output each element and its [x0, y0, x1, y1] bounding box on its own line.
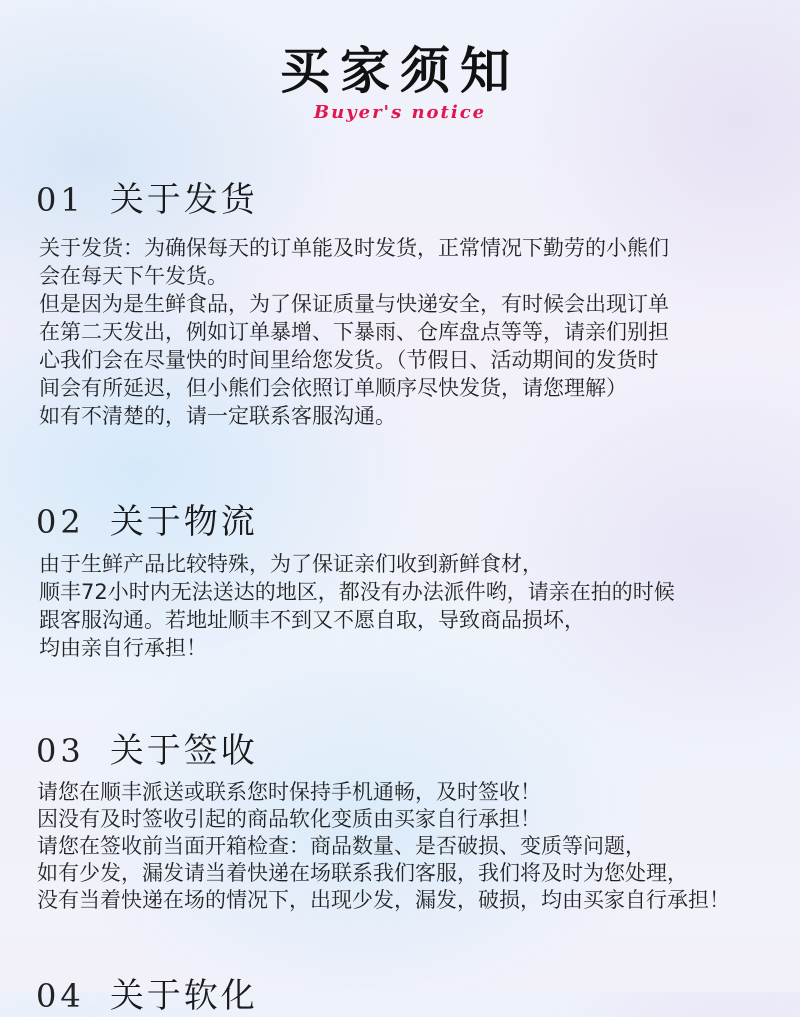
section-heading: [36, 723, 258, 772]
text-line: 如有少发，漏发请当着快递在场联系我们客服，我们将及时为您处理，: [37, 861, 688, 885]
text-line: 关于发货：为确保每天的订单能及时发货，正常情况下勤劳的小熊们: [39, 236, 669, 260]
section-number: 04: [36, 977, 85, 1015]
section-heading: [36, 172, 258, 221]
section-heading: [36, 968, 258, 1017]
section-number: 02: [36, 503, 85, 541]
page-subtitle: Buyer's notice: [313, 102, 487, 123]
section-body: [37, 779, 797, 914]
text-line: 如有不清楚的，请一定联系客服沟通。: [39, 404, 396, 428]
text-line: 因没有及时签收引起的商品软化变质由买家自行承担！: [37, 807, 541, 831]
section-title: 关于发货: [109, 180, 258, 220]
page-header: [0, 40, 800, 123]
text-line: 请您在签收前当面开箱检查：商品数量、是否破损、变质等问题，: [37, 834, 646, 858]
text-line: 均由亲自行承担！: [39, 636, 207, 660]
section-number: 03: [36, 732, 85, 770]
section-title: 关于软化: [109, 976, 258, 1016]
text-line: 会在每天下午发货。: [39, 264, 228, 288]
section-title: 关于签收: [109, 731, 258, 771]
text-line: 心我们会在尽量快的时间里给您发货。（节假日、活动期间的发货时: [39, 348, 659, 372]
section-number: 01: [36, 181, 85, 219]
page-title: 买家须知: [280, 42, 520, 100]
text-line: 但是因为是生鲜食品，为了保证质量与快递安全，有时候会出现订单: [39, 292, 669, 316]
text-line: 在第二天发出，例如订单暴增、下暴雨、仓库盘点等等，请亲们别担: [39, 320, 669, 344]
text-line: 由于生鲜产品比较特殊，为了保证亲们收到新鲜食材，: [39, 552, 543, 576]
text-line: 没有当着快递在场的情况下，出现少发，漏发，破损，均由买家自行承担！: [37, 888, 730, 912]
text-line: 间会有所延迟，但小熊们会依照订单顺序尽快发货，请您理解）: [39, 376, 627, 400]
section-body: [39, 234, 799, 430]
text-line: 跟客服沟通。若地址顺丰不到又不愿自取，导致商品损坏，: [39, 608, 585, 632]
section-title: 关于物流: [109, 502, 258, 542]
section-heading: [36, 494, 258, 543]
text-line: 请您在顺丰派送或联系您时保持手机通畅，及时签收！: [37, 780, 541, 804]
text-line: 顺丰72小时内无法送达的地区，都没有办法派件哟，请亲在拍的时候: [39, 580, 675, 604]
section-body: [39, 550, 799, 662]
